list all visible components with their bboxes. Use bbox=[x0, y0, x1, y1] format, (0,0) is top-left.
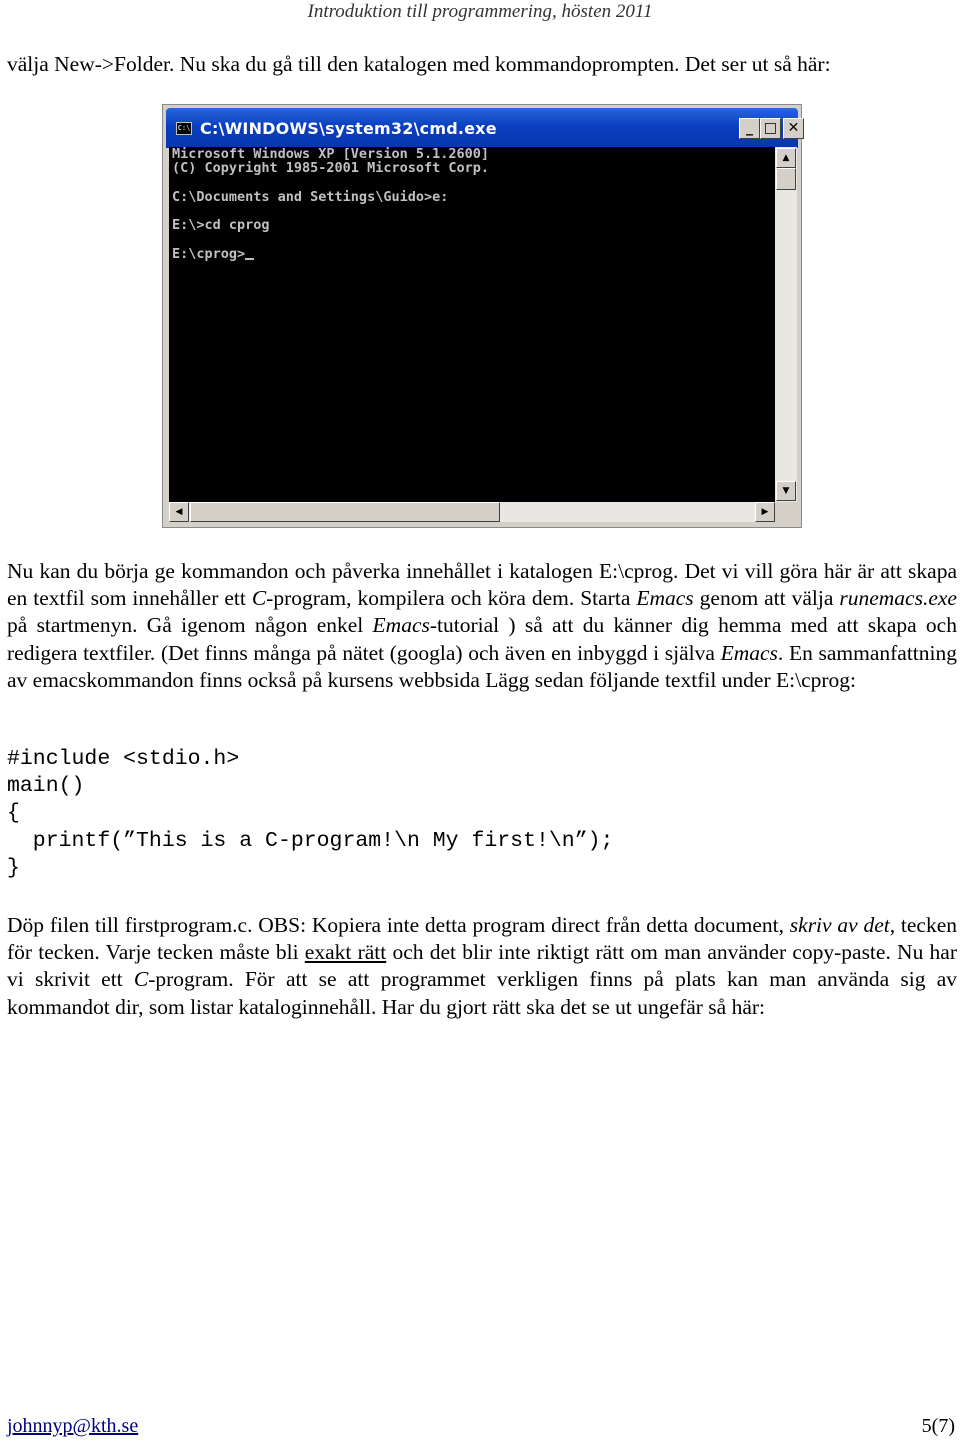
vertical-scroll-thumb[interactable] bbox=[776, 168, 796, 190]
text: -program. För att se att programmet verkligen finns på plats kan man använda sig av kommandot dir, som listar kataloginnehåll. Har du gjort rätt ska det se ut ungefär så här: bbox=[7, 967, 957, 1019]
code-line: printf(”This is a C-program!\n My first!\n”); bbox=[7, 828, 614, 853]
text: , tecken för tecken. Varje tecken måste bli bbox=[7, 913, 957, 965]
instructions-paragraph bbox=[7, 558, 957, 694]
text: Döp filen till firstprogram.c. OBS: Kopiera inte detta program direct från detta document, bbox=[7, 913, 790, 937]
text: och det blir inte riktigt rätt om man använder copy-paste. Nu har vi skrivit ett bbox=[7, 940, 957, 992]
page-header: Introduktion till programmering, hösten 2011 bbox=[307, 1, 653, 22]
text: -tutorial ) så att du känner dig hemma med att skapa och redigera textfiler. (Det finns många på nätet (googla) och även en inbyggd i själva bbox=[7, 613, 957, 665]
text: -program, kompilera och köra dem. Starta bbox=[266, 586, 637, 611]
emphasis-c: C bbox=[133, 967, 149, 992]
console-cursor bbox=[245, 258, 254, 260]
resize-grip-icon[interactable] bbox=[775, 502, 797, 522]
horizontal-scroll-thumb[interactable] bbox=[190, 502, 500, 522]
text: på startmenyn. Gå igenom någon enkel bbox=[7, 613, 373, 638]
code-block bbox=[7, 746, 907, 882]
cmd-window-title: C:\WINDOWS\system32\cmd.exe bbox=[200, 119, 497, 138]
emphasis-c: C bbox=[251, 586, 267, 611]
maximize-button[interactable]: □ bbox=[760, 118, 781, 139]
scroll-right-arrow-icon[interactable]: ▶ bbox=[755, 502, 775, 522]
emphasis-runemacs: runemacs.exe bbox=[839, 586, 957, 611]
close-button[interactable]: ✕ bbox=[783, 118, 804, 139]
text: Nu kan du börja ge kommandon och påverka innehållet i katalogen E:\cprog. Det vi vill göra här är att skapa en textfil som innehåller ett bbox=[7, 559, 957, 611]
naming-paragraph bbox=[7, 912, 957, 1021]
code-line: } bbox=[7, 855, 20, 880]
console-line: Microsoft Windows XP [Version 5.1.2600] bbox=[172, 146, 489, 162]
emphasis-emacs: Emacs bbox=[372, 613, 430, 638]
console-line: (C) Copyright 1985-2001 Microsoft Corp. bbox=[172, 160, 489, 177]
console-output[interactable] bbox=[169, 147, 775, 502]
emphasis-skriv-av-det: skriv av det bbox=[789, 913, 890, 937]
emphasis-emacs: Emacs bbox=[720, 640, 778, 665]
footer-email-link[interactable]: johnnyp@kth.se bbox=[7, 1415, 139, 1437]
horizontal-scrollbar[interactable] bbox=[169, 502, 775, 522]
code-line: #include <stdio.h> bbox=[7, 747, 240, 771]
scroll-down-arrow-icon[interactable]: ▼ bbox=[776, 481, 796, 501]
scroll-left-arrow-icon[interactable]: ◀ bbox=[169, 502, 189, 522]
cmd-app-icon: C:\ bbox=[176, 122, 192, 135]
cmd-window-screenshot bbox=[162, 104, 802, 528]
text: . En sammanfattning av emacskommandon finns också på kursens webbsida Lägg sedan följande textfil under E:\cprog: bbox=[7, 640, 957, 692]
vertical-scrollbar[interactable] bbox=[775, 147, 797, 502]
minimize-button[interactable]: _ bbox=[739, 118, 760, 139]
scroll-up-arrow-icon[interactable]: ▲ bbox=[776, 148, 796, 168]
code-line: main() bbox=[7, 774, 85, 799]
emphasis-emacs: Emacs bbox=[636, 586, 694, 611]
console-line: C:\Documents and Settings\Guido>e: bbox=[172, 188, 449, 205]
cmd-titlebar bbox=[166, 108, 798, 148]
underlined-exakt-ratt: exakt rätt bbox=[304, 940, 387, 965]
intro-paragraph: välja New->Folder. Nu ska du gå till den katalogen med kommandoprompten. Det ser ut så här: bbox=[7, 52, 831, 76]
code-line: { bbox=[7, 801, 20, 826]
text: genom att välja bbox=[693, 586, 840, 611]
page-number: 5(7) bbox=[921, 1415, 955, 1437]
console-line: E:\>cd cprog bbox=[172, 217, 270, 234]
console-prompt: E:\cprog> bbox=[172, 245, 246, 262]
